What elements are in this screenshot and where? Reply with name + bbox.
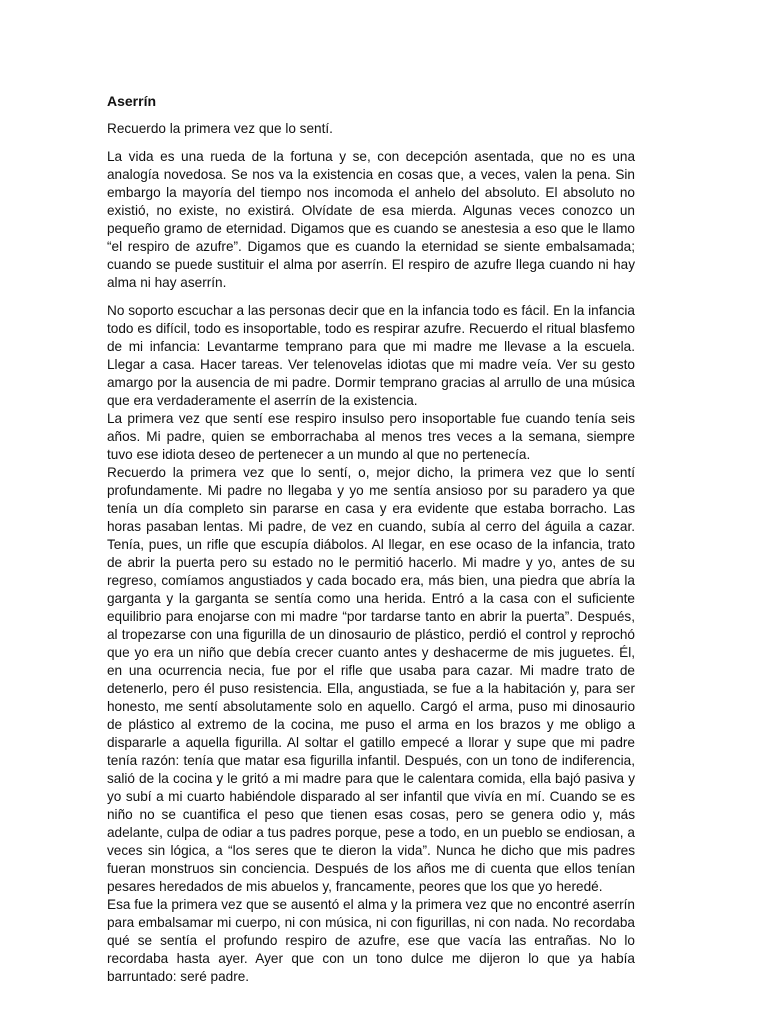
paragraph-2: La vida es una rueda de la fortuna y se, con decepción asentada, que no es una analogía novedosa. Se nos va la existencia en cosas que, a veces, valen la pena. Sin embargo la mayoría del tiempo nos incomoda el anhelo del absoluto. El absoluto no existió, no existe, no existirá. Olvídate de esa mierda. Algunas veces conozco un pequeño gramo de eternidad. Digamos que es cuando se anestesia a eso que le llamo “el respiro de azufre”. Digamos que es cuando la eternidad se siente embalsamada; cuando se puede sustituir el alma por aserrín. El respiro de azufre llega cuando ni hay alma ni hay aserrín. bbox=[107, 149, 635, 290]
document-title: Aserrín bbox=[107, 93, 157, 109]
paragraph-5: Recuerdo la primera vez que lo sentí, o, mejor dicho, la primera vez que lo sentí profundamente. Mi padre no llegaba y yo me sentía ansioso por su paradero ya que tenía un día completo sin pararse en casa y era evidente que estaba borracho. Las horas pasaban lentas. Mi padre, de vez en cuando, subía al cerro del águila a cazar. Tenía, pues, un rifle que escupía diábolos. Al llegar, en ese ocaso de la infancia, trato de abrir la puerta pero su estado no le permitió hacerlo. Mi madre y yo, antes de su regreso, comíamos angustiados y cada bocado era, más bien, una piedra que abría la garganta y la garganta se sentía como una herida. Entró a la casa con el suficiente equilibrio para enojarse con mi madre “por tardarse tanto en abrir la puerta”. Después, al tropezarse con una figurilla de un dinosaurio de plástico, perdió el control y reprochó que yo era un niño que debía crecer cuanto antes y deshacerme de mis juguetes. Él, en una ocurrencia necia, fue por el rifle que usaba para cazar. Mi madre trato de detenerlo, pero él puso resistencia. Ella, angustiada, se fue a la habitación y, para ser honesto, me sentí absolutamente solo en aquello. Cargó el arma, puso mi dinosaurio de plástico al extremo de la cocina, me puso el arma en los brazos y me obligo a dispararle a aquella figurilla. Al soltar el gatillo empecé a llorar y supe que mi padre tenía razón: tenía que matar esa figurilla infantil. Después, con un tono de indiferencia, salió de la cocina y le gritó a mi madre para que le calentara comida, ella bajó pasiva y yo subí a mi cuarto habiéndole disparado al ser infantil que vivía en mí. Cuando se es niño no se cuantifica el peso que tienen esas cosas, pero se genera odio y, más adelante, culpa de odiar a tus padres porque, pese a todo, en un pueblo se endiosan, a veces sin lógica, a “los seres que te dieron la vida”. Nunca he dicho que mis padres fueran monstruos sin conciencia. Después de los años me di cuenta que ellos tenían pesares heredados de mis abuelos y, francamente, peores que los que yo heredé. bbox=[107, 465, 635, 894]
paragraph-4: La primera vez que sentí ese respiro insulso pero insoportable fue cuando tenía seis años. Mi padre, quien se emborrachaba al menos tres veces a la semana, siempre tuvo ese idiota deseo de pertenecer a un mundo al que no pertenecía. bbox=[107, 411, 635, 462]
paragraph-1: Recuerdo la primera vez que lo sentí. bbox=[107, 121, 333, 136]
document-page bbox=[107, 92, 635, 986]
paragraph-3: No soporto escuchar a las personas decir que en la infancia todo es fácil. En la infancia todo es difícil, todo es insoportable, todo es respirar azufre. Recuerdo el ritual blasfemo de mi infancia: Levantarme temprano para que mi madre me llevase a la escuela. Llegar a casa. Hacer tareas. Ver telenovelas idiotas que mi madre veía. Ver su gesto amargo por la ausencia de mi padre. Dormir temprano gracias al arrullo de una música que era verdaderamente el aserrín de la existencia. bbox=[107, 303, 635, 408]
paragraph-6: Esa fue la primera vez que se ausentó el alma y la primera vez que no encontré aserrín para embalsamar mi cuerpo, ni con música, ni con figurillas, ni con nada. No recordaba qué se sentía el profundo respiro de azufre, ese que vacía las entrañas. No lo recordaba hasta ayer. Ayer que con un tono dulce me dijeron lo que ya había barruntado: seré padre. bbox=[107, 897, 635, 984]
